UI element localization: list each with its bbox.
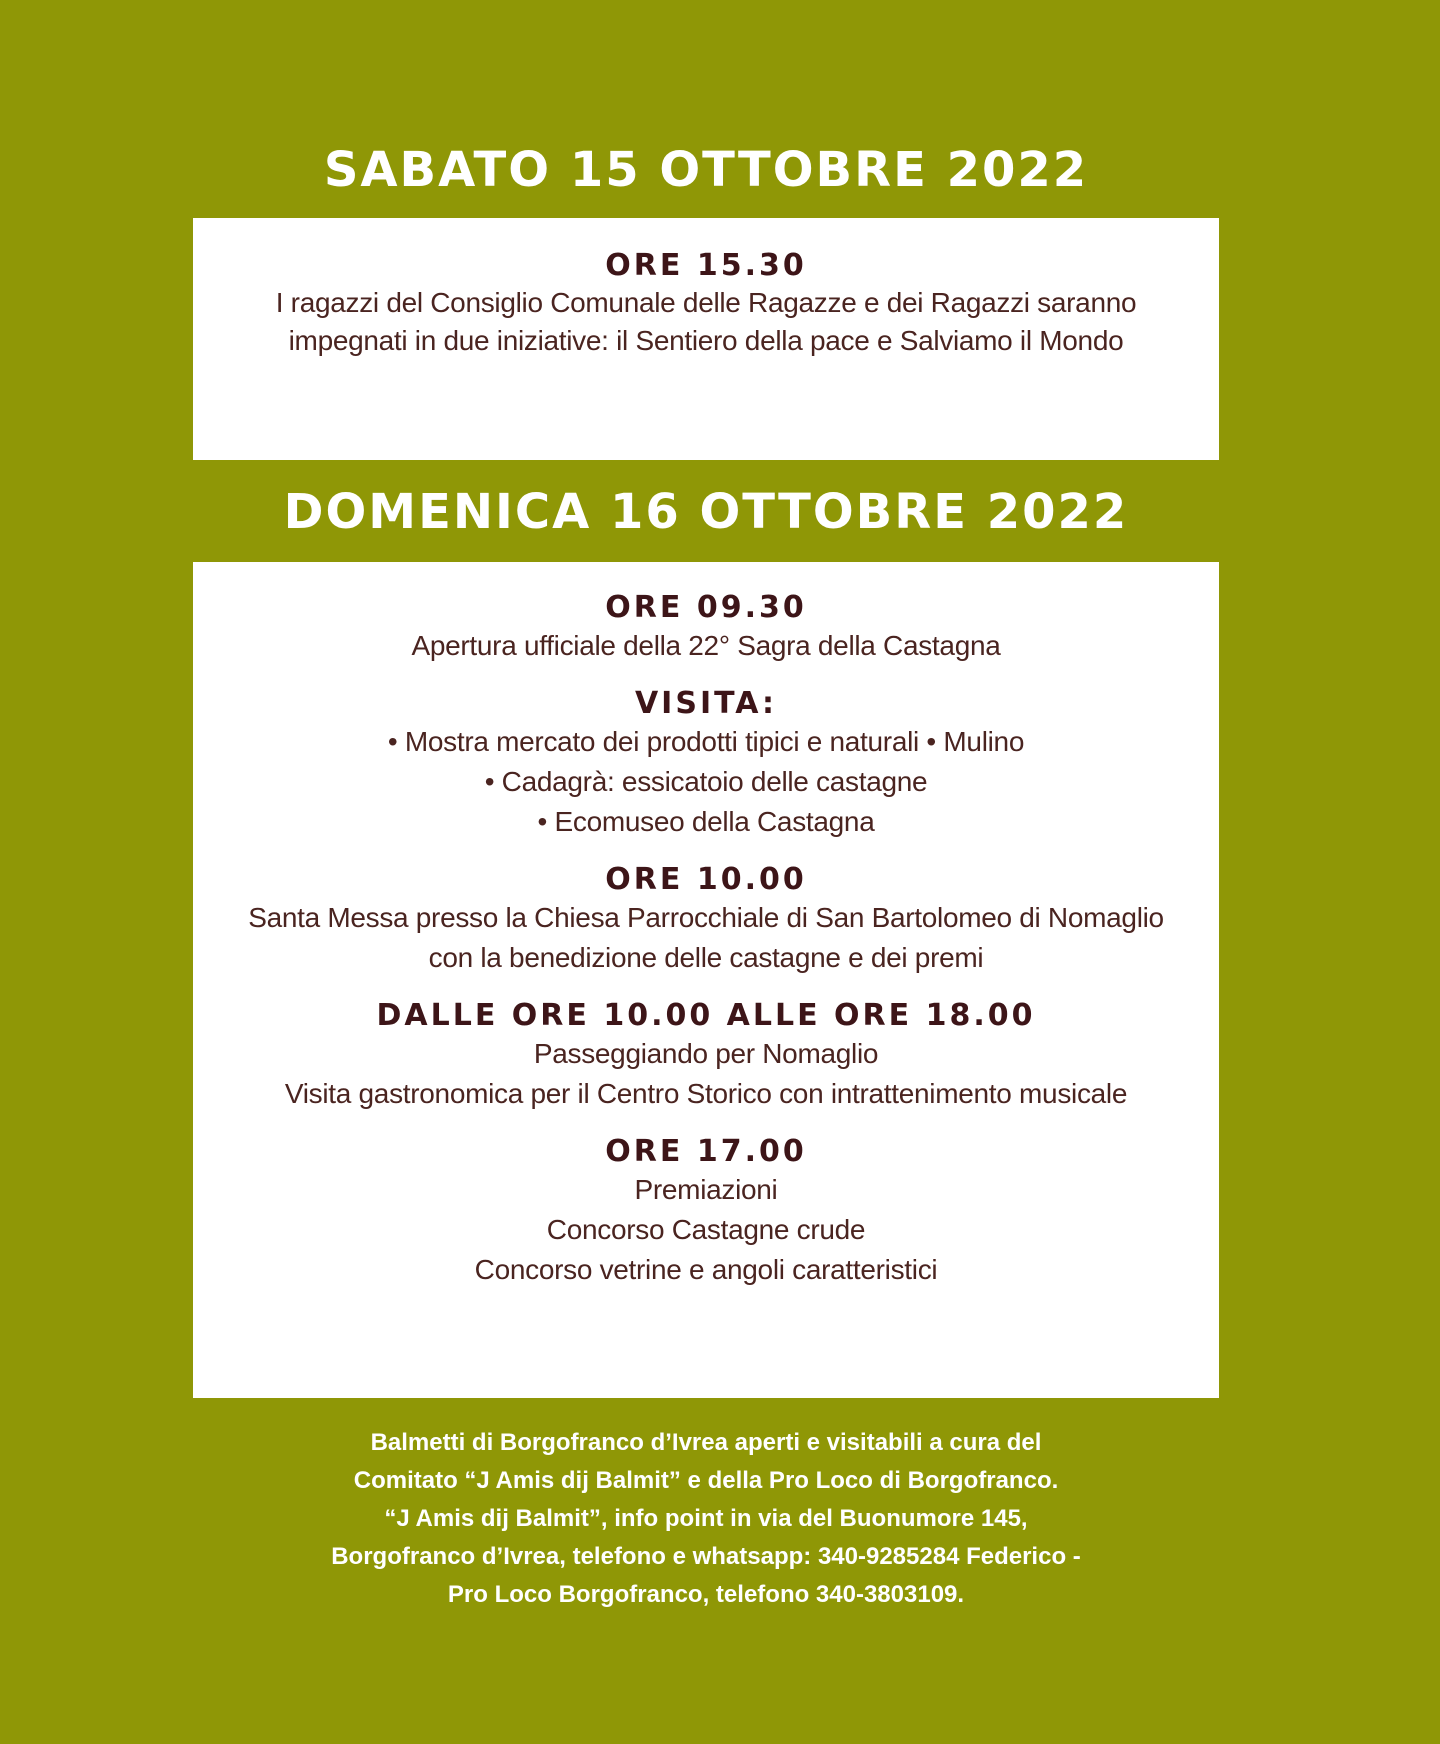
event-description: Concorso vetrine e angoli caratteristici	[474, 1254, 938, 1285]
sunday-title: DOMENICA 16 OTTOBRE 2022	[283, 484, 1129, 540]
footer-line: Pro Loco Borgofranco, telefono 340-3803109.	[447, 1581, 965, 1608]
visit-item: • Mostra mercato dei prodotti tipici e naturali • Mulino	[387, 726, 1025, 757]
event-description: I ragazzi del Consiglio Comunale delle Ragazze e dei Ragazzi saranno	[275, 287, 1137, 318]
event-slot	[193, 1134, 1219, 1290]
visit-item: • Ecomuseo della Castagna	[537, 806, 875, 837]
event-description: con la benedizione delle castagne e dei premi	[428, 942, 984, 973]
footer-line: Comitato “J Amis dij Balmit” e della Pro Loco di Borgofranco.	[353, 1467, 1059, 1494]
visit-heading: VISITA:	[634, 686, 778, 721]
event-description: Apertura ufficiale della 22° Sagra della Castagna	[411, 630, 1001, 661]
event-time: ORE 15.30	[605, 248, 807, 283]
event-time: DALLE ORE 10.00 ALLE ORE 18.00	[376, 998, 1036, 1033]
saturday-title: SABATO 15 OTTOBRE 2022	[323, 142, 1089, 198]
event-slot	[193, 590, 1219, 666]
footer-line: Borgofranco d’Ivrea, telefono e whatsapp: 340-9285284 Federico -	[331, 1543, 1081, 1570]
event-time: ORE 17.00	[605, 1134, 807, 1169]
event-time: ORE 09.30	[605, 590, 807, 625]
footer-info-band	[193, 1398, 1219, 1654]
saturday-header-band	[193, 120, 1219, 218]
footer-line: “J Amis dij Balmit”, info point in via del Buonumore 145,	[384, 1505, 1028, 1532]
event-description: Passeggiando per Nomaglio	[533, 1038, 879, 1069]
event-time: ORE 10.00	[605, 862, 807, 897]
event-slot	[193, 998, 1219, 1114]
footer-line: Balmetti di Borgofranco d’Ivrea aperti e visitabili a cura del	[370, 1429, 1042, 1456]
event-description: Premiazioni	[634, 1174, 778, 1205]
event-slot	[193, 248, 1219, 360]
event-description: Concorso Castagne crude	[546, 1214, 866, 1245]
sunday-panel	[193, 562, 1219, 1422]
sunday-header-band	[193, 460, 1219, 562]
event-description: Santa Messa presso la Chiesa Parrocchiale di San Bartolomeo di Nomaglio	[248, 902, 1164, 933]
visit-slot	[193, 686, 1219, 842]
visit-item: • Cadagrà: essicatoio delle castagne	[484, 766, 928, 797]
event-description: impegnati in due iniziative: il Sentiero della pace e Salviamo il Mondo	[288, 325, 1124, 356]
event-description: Visita gastronomica per il Centro Storico con intrattenimento musicale	[284, 1078, 1128, 1109]
event-card	[193, 120, 1219, 1654]
event-slot	[193, 862, 1219, 978]
